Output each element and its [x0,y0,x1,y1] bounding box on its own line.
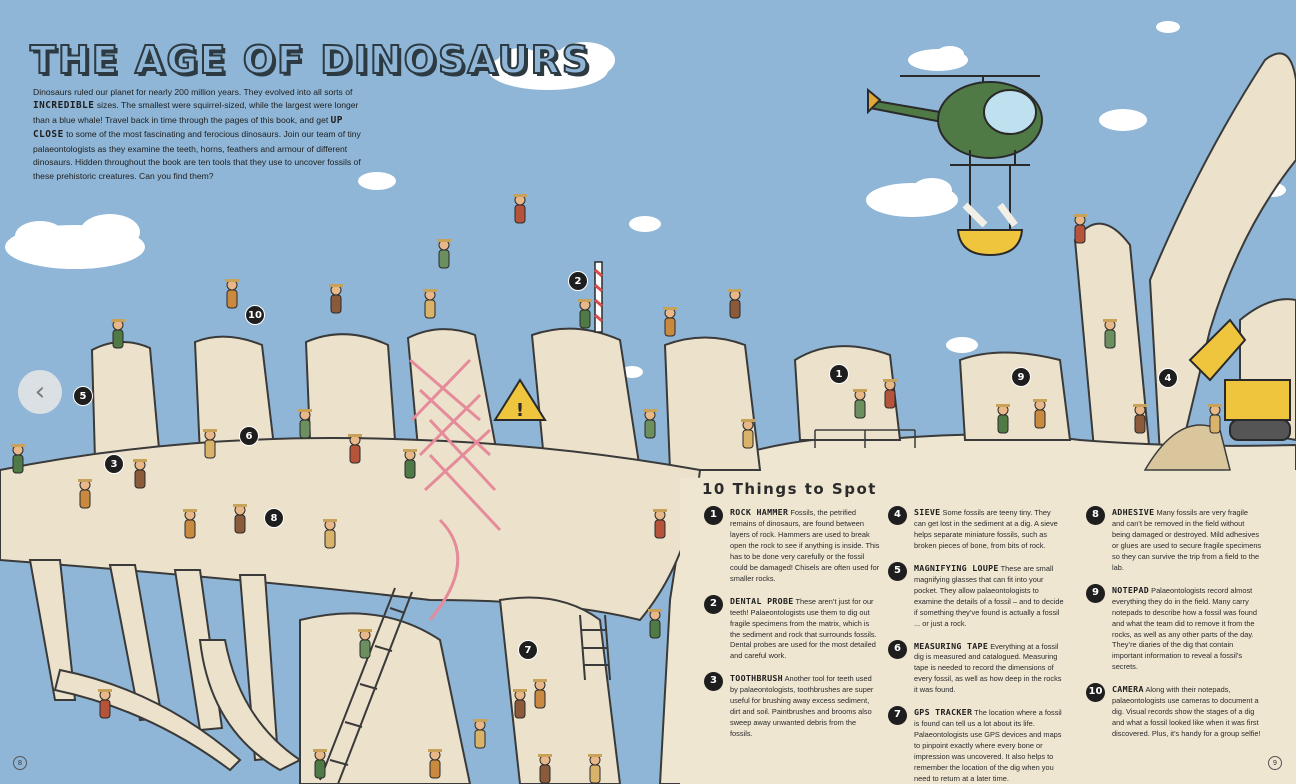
palaeontologist-figure [133,459,147,488]
palaeontologist-figure [648,609,662,638]
spot-item-sieve [888,506,1064,552]
palaeontologist-figure [78,479,92,508]
intro-text [33,86,371,183]
spot-marker-3: 3 [104,454,124,474]
spot-item-toothbrush [704,672,880,740]
intro-text-part: sizes. The smallest were squirrel-sized, while the largest were longer than a blue whale! Travel back in time through the pages of this book, and get [33,100,359,125]
item-name: MEASURING TAPE [914,640,989,651]
palaeontologist-figure [323,519,337,548]
item-description: The location where a fossil is found can tell us a lot about its life. Palaeontologists use GPS devices and maps to pinpoint exactly where every bone or impression was uncovered. It also helps to remember the location of the dig when you need to return at a later time. [914,708,1062,784]
item-name: ADHESIVE [1112,507,1155,517]
page-number-left: 8 [13,756,27,770]
palaeontologist-figure [513,194,527,223]
things-to-spot-heading: 10 Things to Spot [702,480,877,498]
spot-column-1 [704,506,880,750]
intro-emphasis: INCREDIBLE [33,100,95,112]
item-name: MAGNIFYING LOUPE [914,562,999,573]
item-number: 6 [888,640,907,659]
item-number: 3 [704,672,723,691]
intro-emphasis: UP CLOSE [33,114,343,141]
spot-item-measuring-tape [888,640,1064,697]
item-name: TOOTHBRUSH [730,673,783,684]
spot-marker-9: 9 [1011,367,1031,387]
spot-item-notepad [1086,584,1262,674]
palaeontologist-figure [1133,404,1147,433]
page-title: THE AGE OF DINOSAURS [30,38,592,82]
palaeontologist-figure [358,629,372,658]
palaeontologist-figure [853,389,867,418]
palaeontologist-figure [437,239,451,268]
spot-column-3 [1086,506,1262,750]
spot-item-gps-tracker [888,706,1064,784]
item-name: CAMERA [1112,684,1144,695]
spot-item-dental-probe [704,595,880,663]
item-number: 2 [704,595,723,614]
palaeontologist-figure [111,319,125,348]
palaeontologist-figure [538,754,552,783]
item-description: Fossils, the petrified remains of dinosaurs, are found between layers of rock. Hammers are used to break open the rock to see if anything is inside. This has to be done very carefully or the fossil could be damaged! Chisels are often used for smaller rocks. [730,508,880,583]
item-description: Some fossils are teeny tiny. They can get lost in the sediment at a dig. A sieve helps separate miniature fossils, such as broken pieces of bone, from bits of rock. [914,508,1058,550]
spot-item-magnifying-loupe [888,562,1064,630]
palaeontologist-figure [996,404,1010,433]
palaeontologist-figure [1073,214,1087,243]
palaeontologist-figure [183,509,197,538]
spot-marker-1: 1 [829,364,849,384]
palaeontologist-figure [728,289,742,318]
palaeontologist-figure [428,749,442,778]
intro-text-part: to some of the most fascinating and ferocious dinosaurs. Join our team of tiny palaeontologists as they examine the teeth, horns, feathers and armour of different dinosaurs. Hidden throughout the book are ten tools that they use to uncover fossils of these prehistoric creatures. Can you find them? [33,129,361,181]
item-description: These aren’t just for our teeth! Palaeontologists use them to dig out fragile specimens from the matrix, which is the sediment and rock that surrounds fossils. Dental probes are used for the most detailed and careful work. [730,596,877,661]
spot-marker-10: 10 [245,305,265,325]
palaeontologist-figure [313,749,327,778]
spot-item-rock-hammer [704,506,880,585]
spot-item-camera [1086,683,1262,740]
palaeontologist-figure [203,429,217,458]
spot-column-2 [888,506,1064,784]
palaeontologist-figure [348,434,362,463]
item-name: ROCK HAMMER [730,507,789,517]
palaeontologist-figure [98,689,112,718]
item-number: 10 [1086,683,1105,702]
item-number: 7 [888,706,907,725]
chevron-left-icon: ‹ [34,377,46,407]
item-number: 9 [1086,584,1105,603]
item-description: Many fossils are very fragile and can’t be removed in the field without being damaged or destroyed. Mild adhesives or glues are used to secure fragile specimens so they can survive the trip from a field to the lab. [1112,508,1262,572]
palaeontologist-figure [663,307,677,336]
item-description: Another tool for teeth used by palaeontologists, toothbrushes are super useful for brushing away excess sediment, dirt and soil. Paintbrushes and brooms also sweep away unwanted debris from the fossils. [730,674,874,739]
things-to-spot-panel [702,480,1282,784]
item-number: 1 [704,506,723,525]
item-number: 5 [888,562,907,581]
palaeontologist-figure [533,679,547,708]
spot-marker-2: 2 [568,271,588,291]
palaeontologist-figure [588,754,602,783]
previous-page-button[interactable] [18,370,62,414]
palaeontologist-figure [513,689,527,718]
cloud [1156,21,1180,33]
palaeontologist-figure [233,504,247,533]
cloud [946,337,978,353]
palaeontologist-figure [1103,319,1117,348]
spot-marker-8: 8 [264,508,284,528]
item-number: 4 [888,506,907,525]
svg-text:!: ! [515,400,525,421]
cloud [629,216,661,232]
cloud [1099,109,1147,131]
item-name: SIEVE [914,507,941,517]
palaeontologist-figure [423,289,437,318]
item-description: These are small magnifying glasses that can fit into your pocket. They allow palaeontologists to examine the details of a fossil – and to decide if something they’ve found is actually a fossil ... or just a rock. [914,563,1064,628]
palaeontologist-figure [298,409,312,438]
spot-marker-4: 4 [1158,368,1178,388]
item-number: 8 [1086,506,1105,525]
spot-marker-7: 7 [518,640,538,660]
palaeontologist-figure [741,419,755,448]
item-name: DENTAL PROBE [730,595,794,606]
palaeontologist-figure [225,279,239,308]
item-name: NOTEPAD [1112,584,1150,595]
spot-item-adhesive [1086,506,1262,574]
palaeontologist-figure [329,284,343,313]
spot-marker-6: 6 [239,426,259,446]
spot-marker-5: 5 [73,386,93,406]
item-description: Everything at a fossil dig is measured and catalogued. Measuring tape is needed to record the dimensions of every fossil, as well as how deep in the rocks it was found. [914,641,1062,695]
palaeontologist-figure [1033,399,1047,428]
palaeontologist-figure [403,449,417,478]
page-number-right: 9 [1268,756,1282,770]
palaeontologist-figure [1208,404,1222,433]
item-description: Palaeontologists record almost everything they do in the field. Many carry notepads to describe how a fossil was found and what the team did to remove it from the rocks, as well as any other parts of the day. They’re diaries of the dig that contain important information to reveal a fossil’s secrets. [1112,585,1258,672]
item-name: GPS TRACKER [914,707,973,718]
dental-probe-illustration [595,262,602,332]
palaeontologist-figure [473,719,487,748]
palaeontologist-figure [643,409,657,438]
intro-text-part: Dinosaurs ruled our planet for nearly 200 million years. They evolved into all sorts of [33,87,353,97]
palaeontologist-figure [11,444,25,473]
item-description: Along with their notepads, palaeontologists use cameras to document a dig. Visual records show the stages of a dig and what a fossil looked like when it was first discovered. Plus, it’s handy for a group selfie! [1112,685,1261,739]
palaeontologist-figure [578,299,592,328]
palaeontologist-figure [883,379,897,408]
palaeontologist-figure [653,509,667,538]
